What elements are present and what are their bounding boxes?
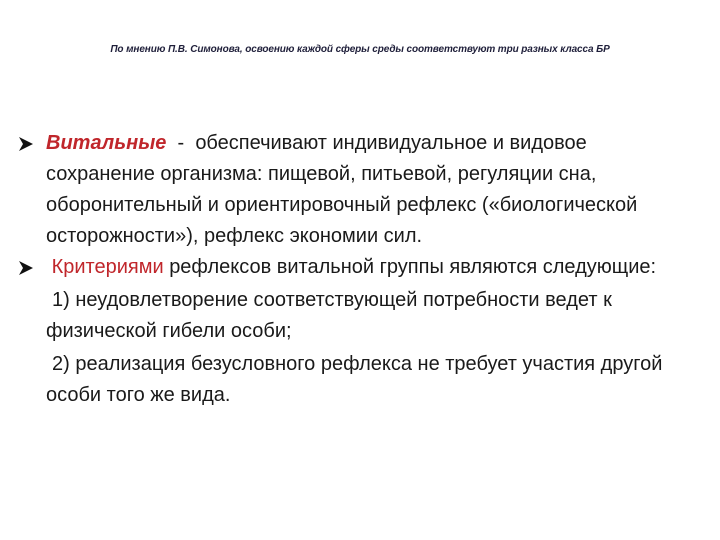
criterion-2: 2) реализация безусловного рефлекса не требует участия другой особи того же вида. [46,353,663,406]
arrowhead-bullet-icon [18,136,34,152]
bullet-text-vital: обеспечивают индивидуальное и видовое сохранение организма: пищевой, питьевой, регуляции сна, оборонительный и ориентировочный рефлекс («биологической осторожности»), рефлекс экономии сил. [46,132,638,247]
term-separator: - [166,132,196,154]
criterion-1: 1) неудовлетворение соответствующей потребности ведет к физической гибели особи; [46,289,612,342]
arrowhead-bullet-icon [18,260,34,276]
bullet-text-criteria: рефлексов витальной группы являются следующие: [169,256,657,278]
term-vital: Витальные [46,132,167,154]
bullet-item-criteria [18,252,698,283]
slide-body [18,128,698,411]
term-criteria: Критериями [51,256,164,278]
bullet-item-vital [18,128,698,252]
slide-title: По мнению П.В. Симонова, освоению каждой сферы среды соответствуют три разных класса БР [110,44,610,55]
